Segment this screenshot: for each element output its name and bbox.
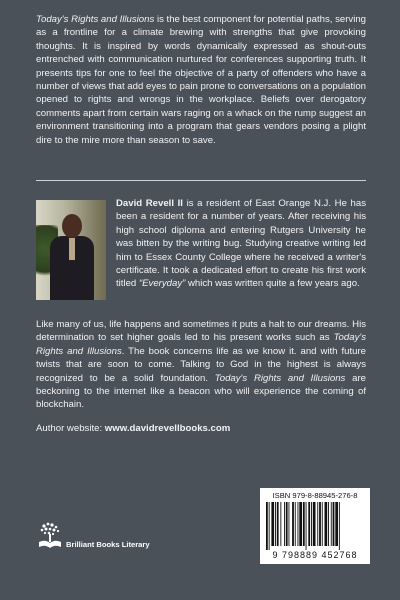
author-bio: [116, 197, 366, 291]
publisher-logo: [36, 518, 176, 558]
bio-text-2: which was written quite a few years ago.: [185, 278, 360, 290]
isbn-barcode: [260, 488, 370, 564]
isbn-text: ISBN 979-8-88945-276-8: [272, 491, 358, 500]
book-description: [36, 13, 366, 147]
closing-title-2: Today's Rights and Illusions: [214, 372, 346, 384]
bio-text-1: is a resident of East Orange N.J. He has been a resident for a number of years. After receiving his high school diploma and entering Rutgers University he was bitten by the writing bug. Studying creative writing led him to Essex County College where he received a writer's certificate. It took a dedicated effort to create his first work titled: [116, 198, 366, 290]
publisher-name: Brilliant Books Literary: [66, 540, 150, 549]
closing-paragraph: Like many of us, life happens and sometimes it puts a halt to our dreams. His determination to set higher goals led to his present works such as Today's Rights and Illusions. The book concerns life as we know it. and with future twists that are soon to come. Talking to God in the highest is always recognized to be a solid foundation. Today's Rights and Illusions are beckoning to the internet like a beacon who will experience the coming of blockchain.: [36, 319, 366, 411]
tree-book-logo-icon: [36, 520, 66, 552]
author-website: [36, 422, 366, 435]
description-text: is the best component for potential paths, serving as a frontline for a climate brewing with strengths that give provoking thoughts. It is inspired by words dynamically expressed as shout-outs entrenched with communication nurtured for conferences supporting truth. It presents tips for one to feel the objective of a party of offenders who have a number of views that add eyes to pain prone to conversations on a population opened to rights and wrongs in the workplace. Beliefs over derogatory comments apart from certain wars raging on a whack on the rump suggest an environment transitioning into a program that gears vendors posing a plight dire to the mire more than season to save.: [36, 14, 366, 146]
section-divider: [36, 180, 366, 181]
book-title-italic: Today's Rights and Illusions: [36, 14, 155, 25]
author-photo: [36, 200, 106, 300]
website-link[interactable]: www.davidrevellbooks.com: [104, 423, 231, 434]
barcode-bars: [264, 502, 366, 550]
barcode-digits: 9 798889 452768: [272, 550, 358, 560]
closing-title-1: Today's Rights and Illusions: [36, 332, 366, 357]
website-label: Author website:: [36, 423, 105, 434]
author-name: David Revell II: [116, 198, 183, 209]
first-work-title: “Everyday”: [138, 278, 186, 290]
